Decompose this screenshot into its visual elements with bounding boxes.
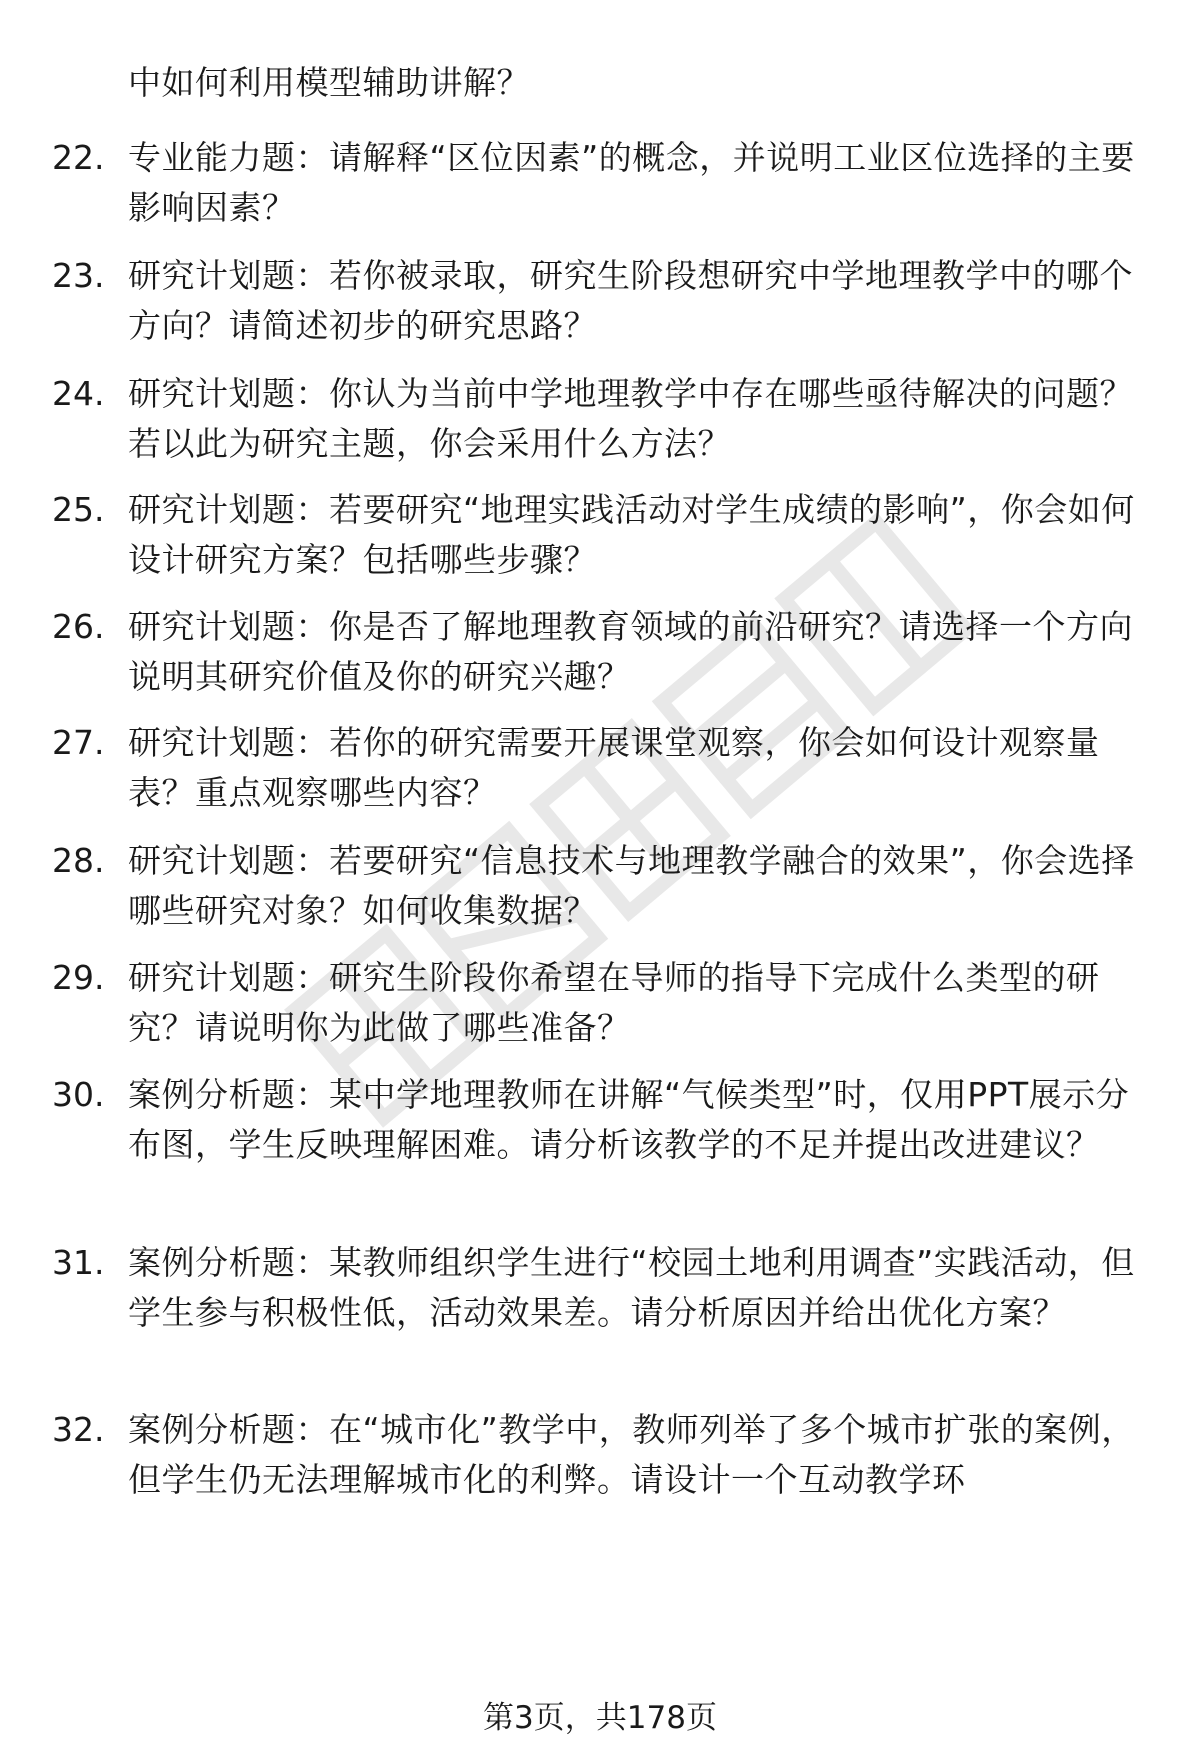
question-number: 29. [52,958,105,997]
question-number: 31. [52,1243,105,1282]
question-text: 研究计划题：若你被录取，研究生阶段想研究中学地理教学中的哪个方向？请简述初步的研究思路？ [128,256,1133,345]
question-item [0,836,1200,936]
question-number: 30. [52,1075,105,1114]
question-text: 案例分析题：某教师组织学生进行“校园土地利用调查”实践活动，但学生参与积极性低，活动效果差。请分析原因并给出优化方案？ [128,1243,1135,1332]
question-item [0,369,1200,469]
question-number: 25. [52,490,105,529]
question-text: 研究计划题：你认为当前中学地理教学中存在哪些亟待解决的问题？若以此为研究主题，你会采用什么方法？ [128,374,1133,463]
question-item [0,953,1200,1053]
page-footer: 第3页，共178页 [483,1700,717,1736]
question-number: 23. [52,256,105,295]
question-item [0,485,1200,585]
question-text: 专业能力题：请解释“区位因素”的概念，并说明工业区位选择的主要影响因素？ [128,138,1135,227]
question-item [0,718,1200,818]
question-number: 27. [52,723,105,762]
question-item [0,1405,1200,1505]
question-item [0,251,1200,351]
continuation-text: 中如何利用模型辅助讲解？ [128,63,530,102]
question-item [0,1238,1200,1388]
question-item [0,602,1200,702]
question-text: 研究计划题：你是否了解地理教育领域的前沿研究？请选择一个方向说明其研究价值及你的研究兴趣？ [128,607,1133,696]
question-text: 案例分析题：某中学地理教师在讲解“气候类型”时，仅用PPT展示分布图，学生反映理解困难。请分析该教学的不足并提出改进建议？ [128,1075,1130,1164]
question-text: 研究计划题：研究生阶段你希望在导师的指导下完成什么类型的研究？请说明你为此做了哪些准备？ [128,958,1100,1047]
question-text: 研究计划题：若要研究“信息技术与地理教学融合的效果”，你会选择哪些研究对象？如何收集数据？ [128,841,1135,930]
question-number: 22. [52,138,105,177]
question-number: 26. [52,607,105,646]
question-item [0,1070,1200,1220]
question-item [0,133,1200,233]
question-number: 24. [52,374,105,413]
question-text: 案例分析题：在“城市化”教学中，教师列举了多个城市扩张的案例，但学生仍无法理解城市化的利弊。请设计一个互动教学环 [128,1410,1135,1499]
question-text: 研究计划题：若你的研究需要开展课堂观察，你会如何设计观察量表？重点观察哪些内容？ [128,723,1100,812]
question-number: 32. [52,1410,105,1449]
question-number: 28. [52,841,105,880]
question-text: 研究计划题：若要研究“地理实践活动对学生成绩的影响”，你会如何设计研究方案？包括哪些步骤？ [128,490,1135,579]
